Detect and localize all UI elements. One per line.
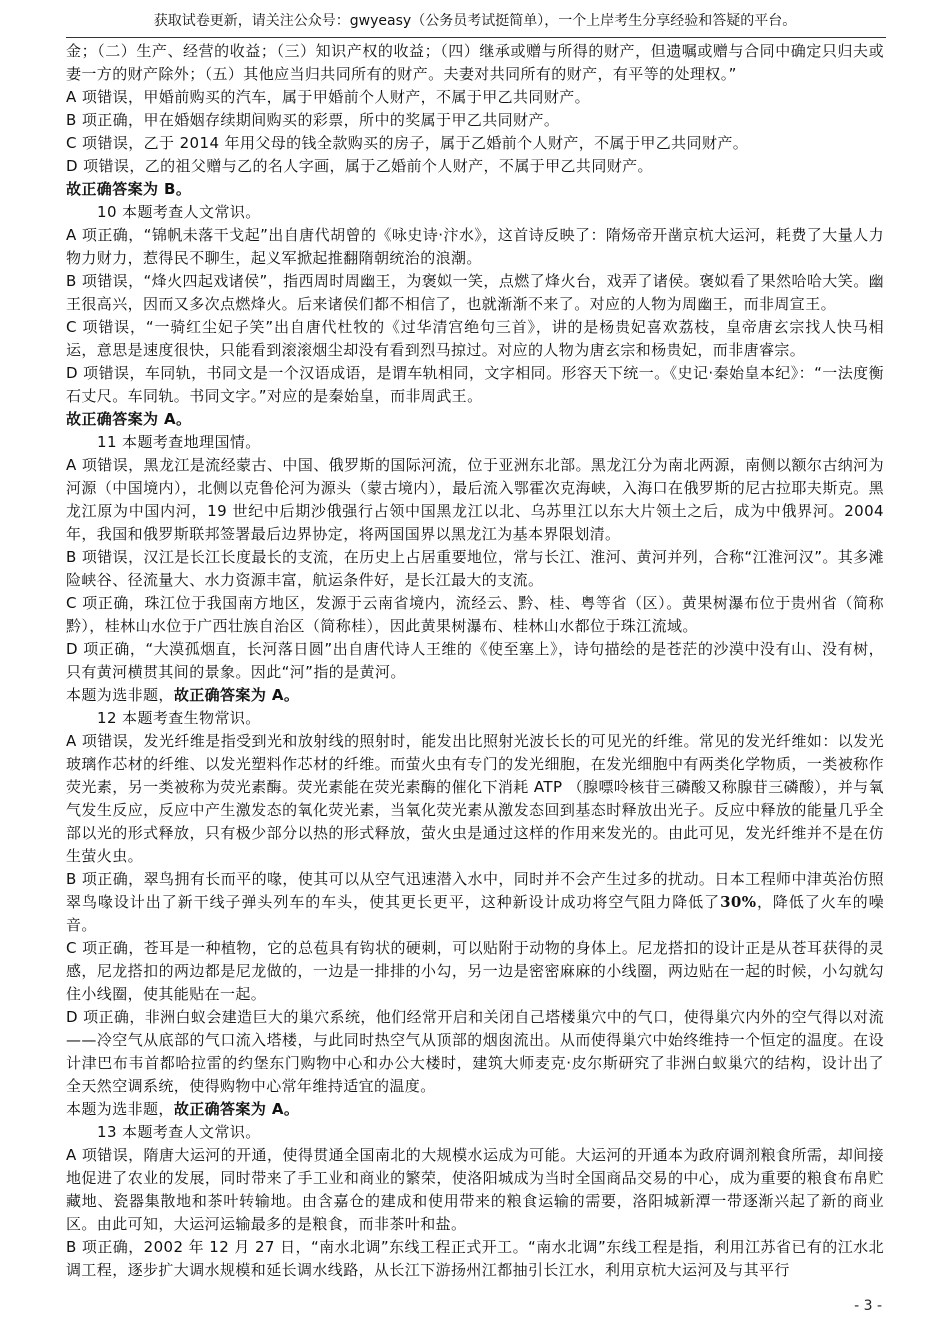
answer-text: 故正确答案为 A。: [173, 686, 300, 704]
paragraph: C 项错误，“一骑红尘妃子笑”出自唐代杜牧的《过华清宫绝句三首》，讲的是杨贵妃喜欢荔枝，皇帝唐玄宗找人快马相运，意思是速度很快，只能看到滚滚烟尘却没有看到烈马掠过。对应的人物为唐玄宗和杨贵妃，而非唐睿宗。: [66, 318, 884, 359]
question-heading: 13 本题考查人文常识。: [97, 1123, 261, 1141]
page-number: - 3 -: [854, 1298, 882, 1314]
paragraph: B 项错误，“烽火四起戏诸侯”，指西周时周幽王，为褒姒一笑，点燃了烽火台，戏弄了诸侯。褒姒看了果然哈哈大笑。幽王很高兴，因而又多次点燃烽火。后来诸侯们都不相信了，也就渐渐不来了。对应的人物为周幽王，而非周宣王。: [66, 272, 884, 313]
answer-line: [66, 1098, 884, 1121]
paragraph: A 项错误，黑龙江是流经蒙古、中国、俄罗斯的国际河流，位于亚洲东北部。黑龙江分为南北两源，南侧以额尔古纳河为河源（中国境内），北侧以克鲁伦河为源头（蒙古境内），最后流入鄂霍次克海峡，入海口在俄罗斯的尼古拉耶夫斯克。黑龙江原为中国内河，19 世纪中后期沙俄强行占领中国黑龙江以北、乌苏里江以东大片领土之后，成为中俄界河。2004 年，我国和俄罗斯联邦签署最后边界协定，将两国国界以黑龙江为基本界限划清。: [66, 456, 884, 543]
header-divider: [66, 37, 886, 38]
paragraph: D 项错误，乙的祖父赠与乙的名人字画，属于乙婚前个人财产，不属于甲乙共同财产。: [66, 157, 653, 175]
paragraph: C 项正确，苍耳是一种植物，它的总苞具有钩状的硬刺，可以贴附于动物的身体上。尼龙搭扣的设计正是从苍耳获得的灵感，尼龙搭扣的两边都是尼龙做的，一边是一排排的小勾，另一边是密密麻麻的小线圈，两边贴在一起的时候，小勾就勾住小线圈，使其能贴在一起。: [66, 939, 884, 1003]
paragraph: A 项正确，“锦帆未落干戈起”出自唐代胡曾的《咏史诗·汴水》，这首诗反映了：隋炀帝开凿京杭大运河，耗费了大量人力物力财力，惹得民不聊生，起义军掀起推翻隋朝统治的浪潮。: [66, 226, 884, 267]
paragraph: C 项正确，珠江位于我国南方地区，发源于云南省境内，流经云、黔、桂、粤等省（区）。黄果树瀑布位于贵州省（简称黔），桂林山水位于广西壮族自治区（简称桂），因此黄果树瀑布、桂林山水都位于珠江流域。: [66, 594, 884, 635]
paragraph: [66, 868, 884, 937]
paragraph: D 项错误，车同轨，书同文是一个汉语成语，是谓车轨相同，文字相同。形容天下统一。《史记·秦始皇本纪》：“一法度衡石丈尺。车同轨。书同文字。”对应的是秦始皇，而非周武王。: [66, 364, 884, 405]
header-notice: 获取试卷更新，请关注公众号：gwyeasy（公务员考试挺简单），一个上岸考生分享经验和答疑的平台。: [153, 13, 797, 29]
paragraph: D 项正确，非洲白蚁会建造巨大的巢穴系统，他们经常开启和关闭自己塔楼巢穴中的气口，使得巢穴内外的空气得以对流——冷空气从底部的气口流入塔楼，与此同时热空气从顶部的烟囱流出。从而使得巢穴中始终维持一个恒定的温度。在设计津巴布韦首都哈拉雷的约堡东门购物中心和办公大楼时，建筑大师麦克·皮尔斯研究了非洲白蚁巢穴的结构，设计出了全天然空调系统，使得购物中心常年维持适宜的温度。: [66, 1008, 884, 1095]
paragraph-text: B 项正确，翠鸟拥有长而平的喙，使其可以从空气迅速潜入水中，同时并不会产生过多的扰动。日本工程师中津英治仿照翠鸟喙设计出了新干线子弹头列车的车头，使其更长更平，这种新设计成功将空气阻力降低了: [66, 870, 884, 911]
paragraph: D 项正确，“大漠孤烟直，长河落日圆”出自唐代诗人王维的《使至塞上》，诗句描绘的是苍茫的沙漠中没有山、没有树，只有黄河横贯其间的景象。因此“河”指的是黄河。: [66, 640, 884, 681]
answer-line: 故正确答案为 A。: [66, 410, 192, 428]
answer-prefix: 本题为选非题，: [66, 1100, 174, 1118]
percent-value: 30%: [720, 893, 757, 911]
answer-text: 故正确答案为 A。: [173, 1100, 300, 1118]
paragraph-text: ，降低了火车的噪音。: [66, 893, 885, 934]
question-heading: 10 本题考查人文常识。: [97, 203, 261, 221]
document-body: [66, 40, 884, 1282]
paragraph: A 项错误，发光纤维是指受到光和放射线的照射时，能发出比照射光波长长的可见光的纤维。常见的发光纤维如：以发光玻璃作芯材的纤维、以发光塑料作芯材的纤维。而萤火虫有专门的发光细胞，在发光细胞中有两类化学物质，一类被称作荧光素，另一类被称为荧光素酶。荧光素能在荧光素酶的催化下消耗 ATP （腺嘌呤核苷三磷酸又称腺苷三磷酸），并与氧气发生反应，反应中产生激发态的氧化荧光素，当氧化荧光素从激发态回到基态时释放出光子。反应中释放的能量几乎全部以光的形式释放，只有极少部分以热的形式释放，萤火虫是通过这样的作用来发光的。由此可见，发光纤维并不是在仿生萤火虫。: [66, 732, 884, 865]
paragraph: A 项错误，隋唐大运河的开通，使得贯通全国南北的大规模水运成为可能。大运河的开通本为政府调剂粮食所需，却间接地促进了农业的发展，同时带来了手工业和商业的繁荣，使洛阳城成为当时全国商品交易的中心，成为重要的粮食布帛贮藏地、瓷器集散地和茶叶转输地。由含嘉仓的建成和使用带来的粮食运输的需要，洛阳城新潭一带逐渐兴起了新的商业区。由此可知，大运河运输最多的是粮食，而非茶叶和盐。: [66, 1146, 884, 1233]
question-heading: 12 本题考查生物常识。: [97, 709, 261, 727]
paragraph: A 项错误，甲婚前购买的汽车，属于甲婚前个人财产，不属于甲乙共同财产。: [66, 88, 591, 106]
paragraph: B 项错误，汉江是长江长度最长的支流，在历史上占居重要地位，常与长江、淮河、黄河并列，合称“江淮河汉”。其多滩险峡谷、径流量大、水力资源丰富，航运条件好，是长江最大的支流。: [66, 548, 884, 589]
paragraph: B 项正确，甲在婚姻存续期间购买的彩票，所中的奖属于甲乙共同财产。: [66, 111, 560, 129]
paragraph: 金；（二）生产、经营的收益；（三）知识产权的收益；（四）继承或赠与所得的财产，但遗嘱或赠与合同中确定只归夫或妻一方的财产除外；（五）其他应当归共同所有的财产。夫妻对共同所有的财产，有平等的处理权。”: [66, 42, 884, 83]
question-heading: 11 本题考查地理国情。: [97, 433, 261, 451]
answer-line: [66, 684, 884, 707]
answer-prefix: 本题为选非题，: [66, 686, 174, 704]
paragraph: B 项正确，2002 年 12 月 27 日，“南水北调”东线工程正式开工。“南水北调”东线工程是指，利用江苏省已有的江水北调工程，逐步扩大调水规模和延长调水线路，从长江下游扬州江都抽引长江水，利用京杭大运河及与其平行: [66, 1238, 884, 1279]
answer-line: 故正确答案为 B。: [66, 180, 192, 198]
paragraph: C 项错误，乙于 2014 年用父母的钱全款购买的房子，属于乙婚前个人财产，不属于甲乙共同财产。: [66, 134, 749, 152]
